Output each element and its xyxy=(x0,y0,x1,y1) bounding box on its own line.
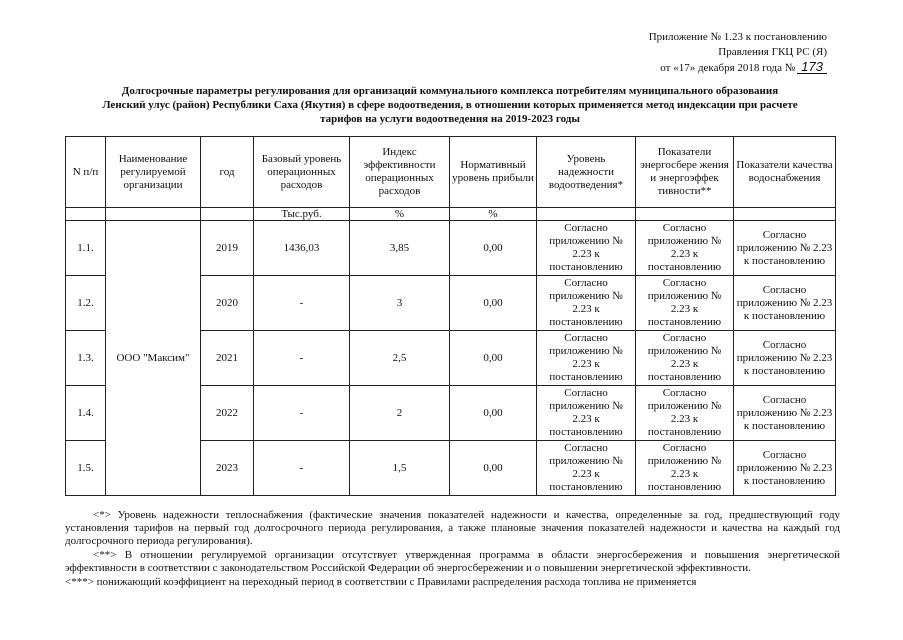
row-profit: 0,00 xyxy=(450,441,537,496)
header-year: год xyxy=(201,137,254,208)
row-base: - xyxy=(254,441,350,496)
appendix-line-1: Приложение № 1.23 к постановлению xyxy=(648,31,827,43)
units-row xyxy=(66,208,836,221)
header-profit: Нормативный уровень прибыли xyxy=(450,137,537,208)
organization-name: ООО "Максим" xyxy=(106,221,201,496)
row-year: 2021 xyxy=(201,331,254,386)
row-energy: Согласно приложению № 2.23 к постановлению xyxy=(636,386,734,441)
row-base: - xyxy=(254,386,350,441)
row-num: 1.1. xyxy=(66,221,106,276)
title-line-1: Долгосрочные параметры регулирования для организаций коммунального комплекса потребителям муниципального образования xyxy=(121,85,779,97)
header-base-costs: Базовый уровень операционных расходов xyxy=(254,137,350,208)
row-energy: Согласно приложению № 2.23 к постановлению xyxy=(636,331,734,386)
row-year: 2022 xyxy=(201,386,254,441)
row-reliability: Согласно приложению № 2.23 к постановлению xyxy=(537,221,636,276)
row-index: 3 xyxy=(350,276,450,331)
row-index: 2 xyxy=(350,386,450,441)
header-organization: Наименование регулируемой организации xyxy=(106,137,201,208)
row-quality: Согласно приложению № 2.23 к постановлению xyxy=(734,441,836,496)
table-row xyxy=(66,221,836,276)
footnotes xyxy=(65,509,840,590)
footnote-1: <*> Уровень надежности теплоснабжения (фактические значения показателей надежности и качества, определенные за год, предшествующий году установления тарифов на первый год долгосрочного периода регулирования, а также плановые значения показателей надежности и качества на каждый год долгосрочного периода регулирования). xyxy=(65,509,840,547)
appendix-date: от «17» декабря 2018 года № xyxy=(660,62,796,74)
row-reliability: Согласно приложению № 2.23 к постановлению xyxy=(537,276,636,331)
header-reliability: Уровень надежности водоотведения* xyxy=(537,137,636,208)
row-energy: Согласно приложению № 2.23 к постановлению xyxy=(636,441,734,496)
row-reliability: Согласно приложению № 2.23 к постановлению xyxy=(537,441,636,496)
appendix-header xyxy=(649,30,827,76)
row-reliability: Согласно приложению № 2.23 к постановлению xyxy=(537,386,636,441)
order-number: 173 xyxy=(797,60,827,74)
header-energy: Показатели энергосбере жения и энергоэффек тивности** xyxy=(636,137,734,208)
row-num: 1.5. xyxy=(66,441,106,496)
title-line-2: Ленский улус (район) Республики Саха (Якутия) в сфере водоотведения, в отношении которых применяется метод индексации при расчете xyxy=(102,99,798,111)
header-quality: Показатели качества водоснабжения xyxy=(734,137,836,208)
row-year: 2023 xyxy=(201,441,254,496)
footnote-3: <***> понижающий коэффициент на переходный период в соответствии с Правилами распределения расхода топлива не применяется xyxy=(65,576,697,588)
table-header-row xyxy=(66,137,836,208)
unit-profit: % xyxy=(450,208,537,221)
footnote-2: <**> В отношении регулируемой организации отсутствует утвержденная программа в области энергосбережения и повышения энергетической эффективности в соответствии с законодательством Российской Федерации об энергосбережении и о повышении энергетической эффективности. xyxy=(65,549,840,574)
row-num: 1.3. xyxy=(66,331,106,386)
header-efficiency-index: Индекс эффективности операционных расходов xyxy=(350,137,450,208)
row-quality: Согласно приложению № 2.23 к постановлению xyxy=(734,221,836,276)
unit-index: % xyxy=(350,208,450,221)
row-index: 1,5 xyxy=(350,441,450,496)
parameters-table xyxy=(65,136,836,496)
row-profit: 0,00 xyxy=(450,331,537,386)
row-num: 1.2. xyxy=(66,276,106,331)
appendix-line-3 xyxy=(649,60,827,76)
row-index: 3,85 xyxy=(350,221,450,276)
row-energy: Согласно приложению № 2.23 к постановлению xyxy=(636,221,734,276)
document-title xyxy=(50,84,850,126)
row-quality: Согласно приложению № 2.23 к постановлению xyxy=(734,331,836,386)
row-num: 1.4. xyxy=(66,386,106,441)
header-num: N п/п xyxy=(66,137,106,208)
row-base: - xyxy=(254,331,350,386)
row-year: 2019 xyxy=(201,221,254,276)
unit-base: Тыс.руб. xyxy=(254,208,350,221)
row-energy: Согласно приложению № 2.23 к постановлению xyxy=(636,276,734,331)
row-index: 2,5 xyxy=(350,331,450,386)
row-reliability: Согласно приложению № 2.23 к постановлению xyxy=(537,331,636,386)
row-quality: Согласно приложению № 2.23 к постановлению xyxy=(734,386,836,441)
title-line-3: тарифов на услуги водоотведения на 2019-2023 годы xyxy=(320,113,580,125)
row-profit: 0,00 xyxy=(450,221,537,276)
row-year: 2020 xyxy=(201,276,254,331)
row-base: 1436,03 xyxy=(254,221,350,276)
appendix-line-2: Правления ГКЦ РС (Я) xyxy=(718,46,827,58)
row-quality: Согласно приложению № 2.23 к постановлению xyxy=(734,276,836,331)
row-base: - xyxy=(254,276,350,331)
row-profit: 0,00 xyxy=(450,386,537,441)
row-profit: 0,00 xyxy=(450,276,537,331)
